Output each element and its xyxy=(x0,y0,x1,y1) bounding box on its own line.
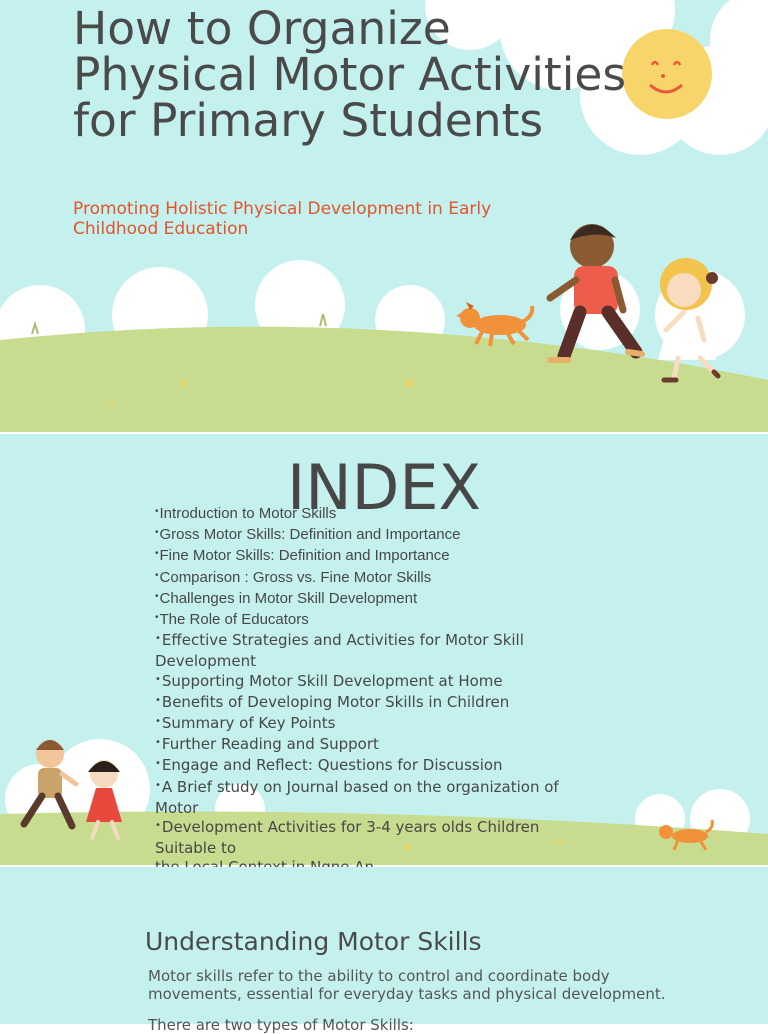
section-heading: Understanding Motor Skills xyxy=(145,927,482,956)
grass-hill xyxy=(0,327,768,432)
list-item: •Engage and Reflect: Questions for Discussion xyxy=(155,756,503,775)
list-item: •Gross Motor Skills: Definition and Importance xyxy=(155,526,461,544)
motor-skills-slide xyxy=(0,867,768,1034)
list-item: •Benefits of Developing Motor Skills in Children xyxy=(155,692,510,711)
list-item: •Summary of Key Points xyxy=(155,714,336,733)
index-list xyxy=(155,504,595,878)
index-heading: INDEX xyxy=(286,451,482,524)
list-item: •The Role of Educators xyxy=(155,611,309,629)
index-slide xyxy=(0,434,768,865)
sun-icon xyxy=(622,29,712,119)
list-item: •Supporting Motor Skill Development at Home xyxy=(155,671,503,690)
list-item: •A Brief study on Journal based on the organization of Motor xyxy=(155,777,559,817)
list-item: •Fine Motor Skills: Definition and Importance xyxy=(155,547,450,565)
section-body-continued: There are two types of Motor Skills: xyxy=(148,1016,414,1034)
section-body: Motor skills refer to the ability to control and coordinate body movements, essential for everyday tasks and physical development. xyxy=(148,967,666,1003)
page-title: How to Organize Physical Motor Activities for Primary Students xyxy=(73,2,627,147)
list-item: •Further Reading and Support xyxy=(155,735,379,754)
page-subtitle: Promoting Holistic Physical Development in Early Childhood Education xyxy=(73,199,492,239)
list-item: •Introduction to Motor Skills xyxy=(155,505,337,522)
list-item: •Comparison : Gross vs. Fine Motor Skills xyxy=(155,568,432,586)
list-item: •Challenges in Motor Skill Development xyxy=(155,589,418,607)
list-item: •Effective Strategies and Activities for Motor Skill Development xyxy=(155,631,524,671)
title-slide xyxy=(0,0,768,432)
list-item: •Development Activities for 3-4 years olds Children Suitable to xyxy=(155,818,540,858)
